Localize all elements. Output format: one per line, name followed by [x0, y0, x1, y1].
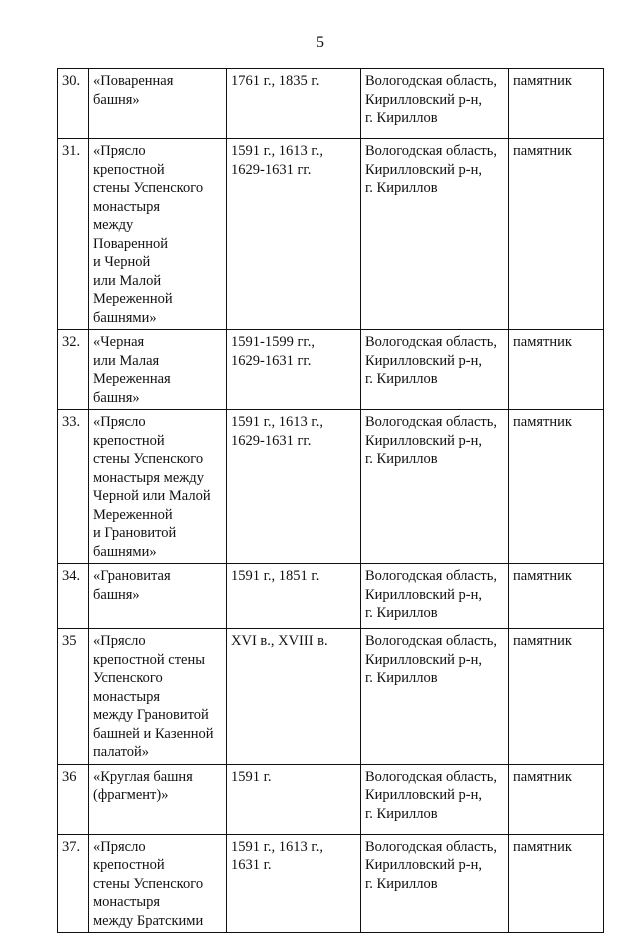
table-row: [58, 410, 604, 564]
object-name: «Прясло крепостной стены Успенского монастыря между Черной или Малой Мереженной и Грановитой башнями»: [89, 410, 227, 564]
object-location: Вологодская область, Кирилловский р-н, г. Кириллов: [361, 69, 509, 139]
object-category: памятник: [509, 629, 604, 765]
row-number: 36: [58, 764, 89, 834]
object-name: «Грановитая башня»: [89, 564, 227, 629]
table-row: [58, 330, 604, 410]
object-location: Вологодская область, Кирилловский р-н, г. Кириллов: [361, 564, 509, 629]
row-number: 30.: [58, 69, 89, 139]
object-category: памятник: [509, 834, 604, 933]
table-row: [58, 764, 604, 834]
object-name: «Круглая башня (фрагмент)»: [89, 764, 227, 834]
row-number: 31.: [58, 139, 89, 330]
heritage-registry-table: [57, 68, 604, 933]
object-date: 1591 г.: [227, 764, 361, 834]
object-category: памятник: [509, 330, 604, 410]
object-date: 1591-1599 гг., 1629-1631 гг.: [227, 330, 361, 410]
object-location: Вологодская область, Кирилловский р-н, г. Кириллов: [361, 834, 509, 933]
object-location: Вологодская область, Кирилловский р-н, г. Кириллов: [361, 139, 509, 330]
table-row: [58, 69, 604, 139]
object-category: памятник: [509, 564, 604, 629]
object-name: «Прясло крепостной стены Успенского монастыря между Братскими: [89, 834, 227, 933]
object-category: памятник: [509, 410, 604, 564]
object-category: памятник: [509, 764, 604, 834]
object-location: Вологодская область, Кирилловский р-н, г. Кириллов: [361, 764, 509, 834]
page-number: 5: [316, 34, 324, 51]
row-number: 35: [58, 629, 89, 765]
table-row: [58, 564, 604, 629]
row-number: 33.: [58, 410, 89, 564]
object-category: памятник: [509, 69, 604, 139]
object-name: «Прясло крепостной стены Успенского монастыря между Грановитой башней и Казенной палатой»: [89, 629, 227, 765]
table-row: [58, 139, 604, 330]
object-location: Вологодская область, Кирилловский р-н, г. Кириллов: [361, 410, 509, 564]
object-location: Вологодская область, Кирилловский р-н, г. Кириллов: [361, 629, 509, 765]
table-row: [58, 834, 604, 933]
object-name: «Прясло крепостной стены Успенского монастыря между Поваренной и Черной или Малой Мереженной башнями»: [89, 139, 227, 330]
object-date: 1591 г., 1613 г., 1629-1631 гг.: [227, 410, 361, 564]
object-date: 1591 г., 1851 г.: [227, 564, 361, 629]
row-number: 34.: [58, 564, 89, 629]
object-name: «Черная или Малая Мереженная башня»: [89, 330, 227, 410]
object-location: Вологодская область, Кирилловский р-н, г. Кириллов: [361, 330, 509, 410]
object-category: памятник: [509, 139, 604, 330]
object-name: «Поваренная башня»: [89, 69, 227, 139]
object-date: 1591 г., 1613 г., 1631 г.: [227, 834, 361, 933]
object-date: 1761 г., 1835 г.: [227, 69, 361, 139]
row-number: 37.: [58, 834, 89, 933]
object-date: XVI в., XVIII в.: [227, 629, 361, 765]
object-date: 1591 г., 1613 г., 1629-1631 гг.: [227, 139, 361, 330]
table-row: [58, 629, 604, 765]
row-number: 32.: [58, 330, 89, 410]
